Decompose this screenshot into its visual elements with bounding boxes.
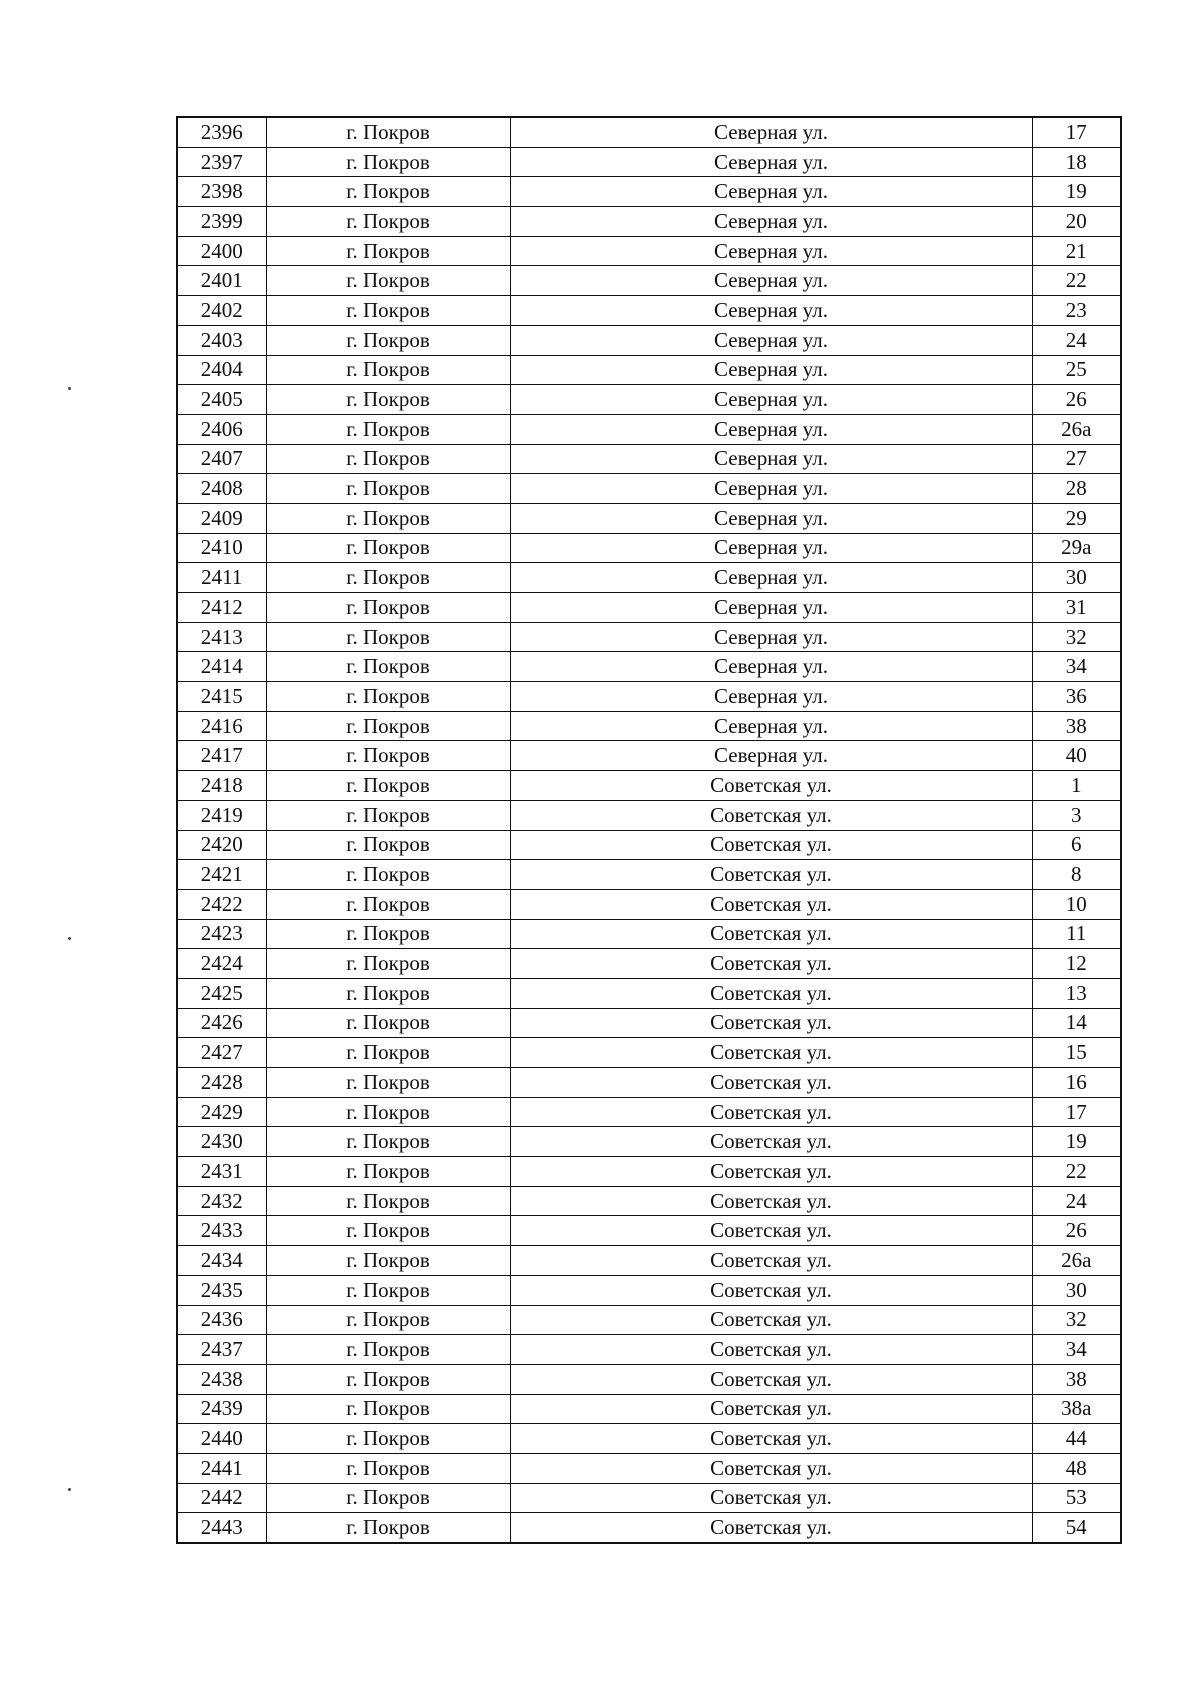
house-number-cell: 17 [1032,1097,1121,1127]
row-number-cell: 2438 [177,1364,266,1394]
street-cell: Северная ул. [510,444,1032,474]
city-cell: г. Покров [266,296,510,326]
street-cell: Северная ул. [510,593,1032,623]
city-cell: г. Покров [266,1364,510,1394]
table-row [177,682,1121,712]
row-number-cell: 2398 [177,177,266,207]
city-cell: г. Покров [266,1008,510,1038]
city-cell: г. Покров [266,1097,510,1127]
city-cell: г. Покров [266,889,510,919]
row-number-cell: 2435 [177,1275,266,1305]
house-number-cell: 18 [1032,147,1121,177]
house-number-cell: 36 [1032,682,1121,712]
street-cell: Северная ул. [510,236,1032,266]
house-number-cell: 26 [1032,385,1121,415]
table-row [177,385,1121,415]
row-number-cell: 2396 [177,117,266,147]
street-cell: Советская ул. [510,949,1032,979]
street-cell: Северная ул. [510,177,1032,207]
table-row [177,177,1121,207]
street-cell: Северная ул. [510,296,1032,326]
street-cell: Северная ул. [510,741,1032,771]
table-row [177,474,1121,504]
house-number-cell: 29а [1032,533,1121,563]
city-cell: г. Покров [266,1068,510,1098]
street-cell: Северная ул. [510,682,1032,712]
row-number-cell: 2411 [177,563,266,593]
table-row [177,1008,1121,1038]
row-number-cell: 2402 [177,296,266,326]
street-cell: Северная ул. [510,652,1032,682]
house-number-cell: 29 [1032,503,1121,533]
table-row [177,1246,1121,1276]
table-row [177,1127,1121,1157]
table-row [177,1186,1121,1216]
house-number-cell: 1 [1032,771,1121,801]
row-number-cell: 2427 [177,1038,266,1068]
street-cell: Северная ул. [510,622,1032,652]
street-cell: Советская ул. [510,1008,1032,1038]
table-row [177,444,1121,474]
row-number-cell: 2428 [177,1068,266,1098]
row-number-cell: 2425 [177,978,266,1008]
row-number-cell: 2412 [177,593,266,623]
city-cell: г. Покров [266,325,510,355]
house-number-cell: 26 [1032,1216,1121,1246]
city-cell: г. Покров [266,978,510,1008]
street-cell: Советская ул. [510,978,1032,1008]
row-number-cell: 2420 [177,830,266,860]
row-number-cell: 2432 [177,1186,266,1216]
city-cell: г. Покров [266,1513,510,1543]
scan-speck [68,1488,71,1491]
house-number-cell: 38а [1032,1394,1121,1424]
street-cell: Советская ул. [510,1424,1032,1454]
street-cell: Северная ул. [510,147,1032,177]
city-cell: г. Покров [266,622,510,652]
row-number-cell: 2422 [177,889,266,919]
house-number-cell: 22 [1032,1157,1121,1187]
city-cell: г. Покров [266,474,510,504]
house-number-cell: 30 [1032,563,1121,593]
house-number-cell: 44 [1032,1424,1121,1454]
house-number-cell: 3 [1032,800,1121,830]
house-number-cell: 22 [1032,266,1121,296]
city-cell: г. Покров [266,830,510,860]
table-row [177,593,1121,623]
table-row [177,889,1121,919]
house-number-cell: 23 [1032,296,1121,326]
street-cell: Северная ул. [510,266,1032,296]
table-row [177,1097,1121,1127]
row-number-cell: 2403 [177,325,266,355]
table-row [177,147,1121,177]
table-row [177,207,1121,237]
street-cell: Советская ул. [510,1305,1032,1335]
row-number-cell: 2415 [177,682,266,712]
address-table [176,116,1122,1544]
house-number-cell: 15 [1032,1038,1121,1068]
scan-speck [68,387,71,390]
house-number-cell: 34 [1032,652,1121,682]
street-cell: Советская ул. [510,1216,1032,1246]
city-cell: г. Покров [266,533,510,563]
row-number-cell: 2434 [177,1246,266,1276]
street-cell: Северная ул. [510,385,1032,415]
address-table-body [177,117,1121,1543]
street-cell: Северная ул. [510,117,1032,147]
row-number-cell: 2397 [177,147,266,177]
house-number-cell: 40 [1032,741,1121,771]
house-number-cell: 32 [1032,622,1121,652]
row-number-cell: 2418 [177,771,266,801]
city-cell: г. Покров [266,444,510,474]
table-row [177,503,1121,533]
row-number-cell: 2417 [177,741,266,771]
table-row [177,296,1121,326]
house-number-cell: 8 [1032,860,1121,890]
house-number-cell: 20 [1032,207,1121,237]
street-cell: Советская ул. [510,1394,1032,1424]
row-number-cell: 2408 [177,474,266,504]
house-number-cell: 19 [1032,177,1121,207]
table-row [177,860,1121,890]
city-cell: г. Покров [266,1157,510,1187]
street-cell: Северная ул. [510,711,1032,741]
table-row [177,741,1121,771]
city-cell: г. Покров [266,1305,510,1335]
city-cell: г. Покров [266,1394,510,1424]
row-number-cell: 2414 [177,652,266,682]
city-cell: г. Покров [266,1424,510,1454]
street-cell: Северная ул. [510,414,1032,444]
house-number-cell: 53 [1032,1483,1121,1513]
house-number-cell: 38 [1032,1364,1121,1394]
street-cell: Северная ул. [510,355,1032,385]
row-number-cell: 2424 [177,949,266,979]
street-cell: Советская ул. [510,771,1032,801]
city-cell: г. Покров [266,236,510,266]
street-cell: Северная ул. [510,474,1032,504]
table-row [177,1216,1121,1246]
city-cell: г. Покров [266,266,510,296]
table-row [177,1483,1121,1513]
row-number-cell: 2399 [177,207,266,237]
table-row [177,1157,1121,1187]
city-cell: г. Покров [266,177,510,207]
street-cell: Северная ул. [510,503,1032,533]
table-row [177,117,1121,147]
house-number-cell: 13 [1032,978,1121,1008]
house-number-cell: 38 [1032,711,1121,741]
row-number-cell: 2405 [177,385,266,415]
table-row [177,1513,1121,1543]
row-number-cell: 2410 [177,533,266,563]
street-cell: Советская ул. [510,1038,1032,1068]
city-cell: г. Покров [266,682,510,712]
row-number-cell: 2416 [177,711,266,741]
row-number-cell: 2442 [177,1483,266,1513]
row-number-cell: 2421 [177,860,266,890]
house-number-cell: 11 [1032,919,1121,949]
house-number-cell: 28 [1032,474,1121,504]
table-row [177,266,1121,296]
house-number-cell: 48 [1032,1453,1121,1483]
city-cell: г. Покров [266,414,510,444]
street-cell: Советская ул. [510,830,1032,860]
house-number-cell: 31 [1032,593,1121,623]
house-number-cell: 6 [1032,830,1121,860]
city-cell: г. Покров [266,1275,510,1305]
house-number-cell: 26а [1032,1246,1121,1276]
street-cell: Советская ул. [510,1513,1032,1543]
street-cell: Советская ул. [510,889,1032,919]
house-number-cell: 30 [1032,1275,1121,1305]
table-row [177,533,1121,563]
house-number-cell: 26а [1032,414,1121,444]
city-cell: г. Покров [266,503,510,533]
street-cell: Советская ул. [510,1186,1032,1216]
city-cell: г. Покров [266,207,510,237]
table-row [177,1364,1121,1394]
row-number-cell: 2439 [177,1394,266,1424]
street-cell: Советская ул. [510,1483,1032,1513]
table-row [177,949,1121,979]
table-row [177,800,1121,830]
row-number-cell: 2404 [177,355,266,385]
city-cell: г. Покров [266,1216,510,1246]
city-cell: г. Покров [266,652,510,682]
street-cell: Советская ул. [510,1246,1032,1276]
table-row [177,622,1121,652]
table-row [177,830,1121,860]
row-number-cell: 2433 [177,1216,266,1246]
house-number-cell: 21 [1032,236,1121,266]
table-row [177,1038,1121,1068]
table-row [177,919,1121,949]
table-row [177,1275,1121,1305]
city-cell: г. Покров [266,1038,510,1068]
table-row [177,1335,1121,1365]
street-cell: Северная ул. [510,533,1032,563]
street-cell: Северная ул. [510,325,1032,355]
city-cell: г. Покров [266,800,510,830]
house-number-cell: 24 [1032,1186,1121,1216]
row-number-cell: 2409 [177,503,266,533]
city-cell: г. Покров [266,355,510,385]
table-row [177,652,1121,682]
city-cell: г. Покров [266,1127,510,1157]
city-cell: г. Покров [266,860,510,890]
city-cell: г. Покров [266,1453,510,1483]
house-number-cell: 27 [1032,444,1121,474]
row-number-cell: 2431 [177,1157,266,1187]
city-cell: г. Покров [266,593,510,623]
street-cell: Советская ул. [510,1157,1032,1187]
row-number-cell: 2406 [177,414,266,444]
row-number-cell: 2441 [177,1453,266,1483]
house-number-cell: 25 [1032,355,1121,385]
street-cell: Советская ул. [510,860,1032,890]
row-number-cell: 2400 [177,236,266,266]
street-cell: Северная ул. [510,207,1032,237]
house-number-cell: 32 [1032,1305,1121,1335]
city-cell: г. Покров [266,1246,510,1276]
table-row [177,1394,1121,1424]
row-number-cell: 2413 [177,622,266,652]
city-cell: г. Покров [266,1335,510,1365]
street-cell: Советская ул. [510,1127,1032,1157]
table-row [177,355,1121,385]
city-cell: г. Покров [266,147,510,177]
table-row [177,1453,1121,1483]
scan-speck [68,937,71,940]
table-row [177,1424,1121,1454]
city-cell: г. Покров [266,919,510,949]
house-number-cell: 54 [1032,1513,1121,1543]
row-number-cell: 2419 [177,800,266,830]
row-number-cell: 2430 [177,1127,266,1157]
street-cell: Северная ул. [510,563,1032,593]
city-cell: г. Покров [266,771,510,801]
city-cell: г. Покров [266,949,510,979]
table-row [177,563,1121,593]
table-row [177,771,1121,801]
street-cell: Советская ул. [510,919,1032,949]
street-cell: Советская ул. [510,1364,1032,1394]
house-number-cell: 12 [1032,949,1121,979]
house-number-cell: 24 [1032,325,1121,355]
street-cell: Советская ул. [510,1335,1032,1365]
street-cell: Советская ул. [510,800,1032,830]
row-number-cell: 2401 [177,266,266,296]
city-cell: г. Покров [266,741,510,771]
row-number-cell: 2407 [177,444,266,474]
street-cell: Советская ул. [510,1275,1032,1305]
city-cell: г. Покров [266,117,510,147]
row-number-cell: 2426 [177,1008,266,1038]
city-cell: г. Покров [266,385,510,415]
table-row [177,414,1121,444]
row-number-cell: 2429 [177,1097,266,1127]
row-number-cell: 2443 [177,1513,266,1543]
city-cell: г. Покров [266,563,510,593]
city-cell: г. Покров [266,1186,510,1216]
house-number-cell: 17 [1032,117,1121,147]
house-number-cell: 10 [1032,889,1121,919]
table-row [177,1068,1121,1098]
table-row [177,1305,1121,1335]
table-row [177,236,1121,266]
table-row [177,978,1121,1008]
city-cell: г. Покров [266,711,510,741]
house-number-cell: 34 [1032,1335,1121,1365]
street-cell: Советская ул. [510,1068,1032,1098]
row-number-cell: 2437 [177,1335,266,1365]
city-cell: г. Покров [266,1483,510,1513]
row-number-cell: 2423 [177,919,266,949]
house-number-cell: 14 [1032,1008,1121,1038]
table-row [177,711,1121,741]
house-number-cell: 19 [1032,1127,1121,1157]
street-cell: Советская ул. [510,1453,1032,1483]
house-number-cell: 16 [1032,1068,1121,1098]
row-number-cell: 2436 [177,1305,266,1335]
table-row [177,325,1121,355]
street-cell: Советская ул. [510,1097,1032,1127]
row-number-cell: 2440 [177,1424,266,1454]
